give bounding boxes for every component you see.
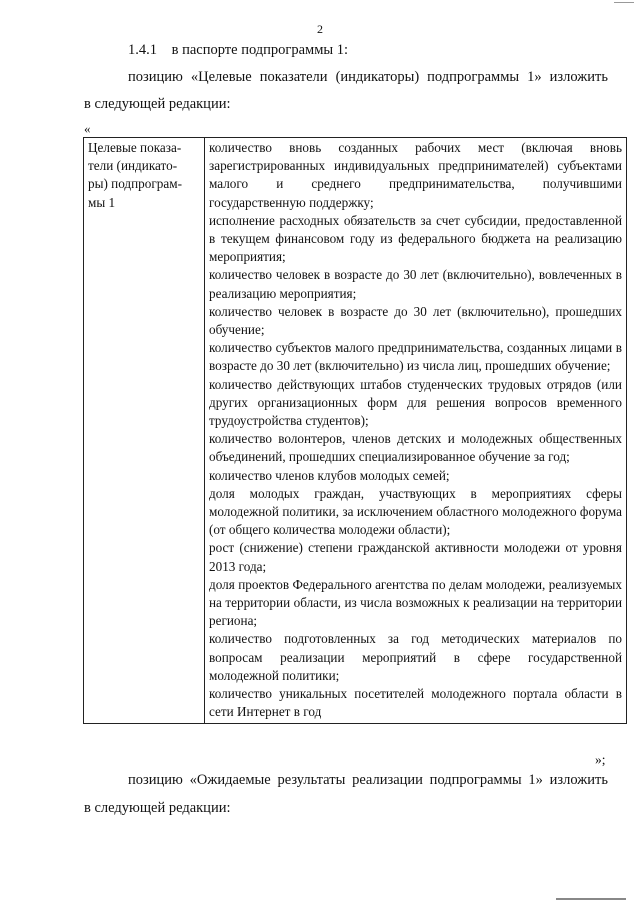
item-number: 1.4.1 xyxy=(128,42,157,58)
indicator-item: доля проектов Федерального агентства по делам молодежи, реализуемых на территории области, из числа возможных к реализации на территории региона; xyxy=(209,576,622,629)
section-item xyxy=(128,42,348,59)
scan-edge-mark xyxy=(614,2,634,3)
indicator-item: количество подготовленных за год методических материалов по вопросам реализации мероприятий в сфере государственной молодежной политики; xyxy=(209,631,622,683)
indicator-item: доля молодых граждан, участвующих в мероприятиях сферы молодежной политики, за исключением областного молодежного форума (от общего количества молодежи области); xyxy=(209,485,622,538)
table-row xyxy=(84,138,627,724)
label-line: Целевые показа- xyxy=(88,140,182,155)
page-number: 2 xyxy=(317,22,323,36)
indicator-item: количество человек в возрасте до 30 лет (включительно), прошедших обучение; xyxy=(209,303,622,338)
label-line: мы 1 xyxy=(88,194,116,210)
scan-edge-mark xyxy=(556,898,626,900)
indicator-item: исполнение расходных обязательств за счет субсидии, предоставленной в текущем финансовом году из федерального бюджета на реализацию мероприятия; xyxy=(209,212,622,265)
indicator-item: количество членов клубов молодых семей; xyxy=(209,467,450,483)
indicator-item: количество действующих штабов студенческих трудовых отрядов (или других организационных форм для решения вопросов временного трудоустройства студентов); xyxy=(209,376,622,429)
indicator-item: количество волонтеров, членов детских и молодежных общественных объединений, прошедших специализированное обучение за год; xyxy=(209,431,622,465)
label-line: тели (индикато- xyxy=(88,158,178,174)
paragraph2-line1: позицию «Ожидаемые результаты реализации подпрограммы 1» изложить xyxy=(128,772,608,788)
indicator-table xyxy=(83,137,627,724)
paragraph1-line1: позицию «Целевые показатели (индикаторы) подпрограммы 1» изложить xyxy=(128,69,608,85)
paragraph2-line2: в следующей редакции: xyxy=(84,800,231,816)
item-text: в паспорте подпрограммы 1: xyxy=(171,42,349,58)
indicator-item: количество вновь созданных рабочих мест (включая вновь зарегистрированных индивидуальных предпринимателей) субъектами малого и среднего предпринимательства, получившими государственную поддержку; xyxy=(209,140,622,210)
close-quote: »; xyxy=(595,752,606,767)
label-cell xyxy=(84,138,205,724)
indicator-item: количество человек в возрасте до 30 лет (включительно), вовлеченных в реализацию мероприятия; xyxy=(209,267,622,301)
indicator-item: количество уникальных посетителей молодежного портала области в сети Интернет в год xyxy=(209,686,622,720)
indicator-item: рост (снижение) степени гражданской активности молодежи от уровня 2013 года; xyxy=(209,540,622,574)
indicator-item: количество субъектов малого предпринимательства, созданных лицами в возрасте до 30 лет (включительно) из числа лиц, прошедших обучение; xyxy=(209,340,622,374)
label-line: ры) подпрограм- xyxy=(88,176,182,192)
paragraph1-line2: в следующей редакции: xyxy=(84,96,231,112)
open-quote: « xyxy=(84,121,91,136)
indicators-cell xyxy=(205,138,627,724)
